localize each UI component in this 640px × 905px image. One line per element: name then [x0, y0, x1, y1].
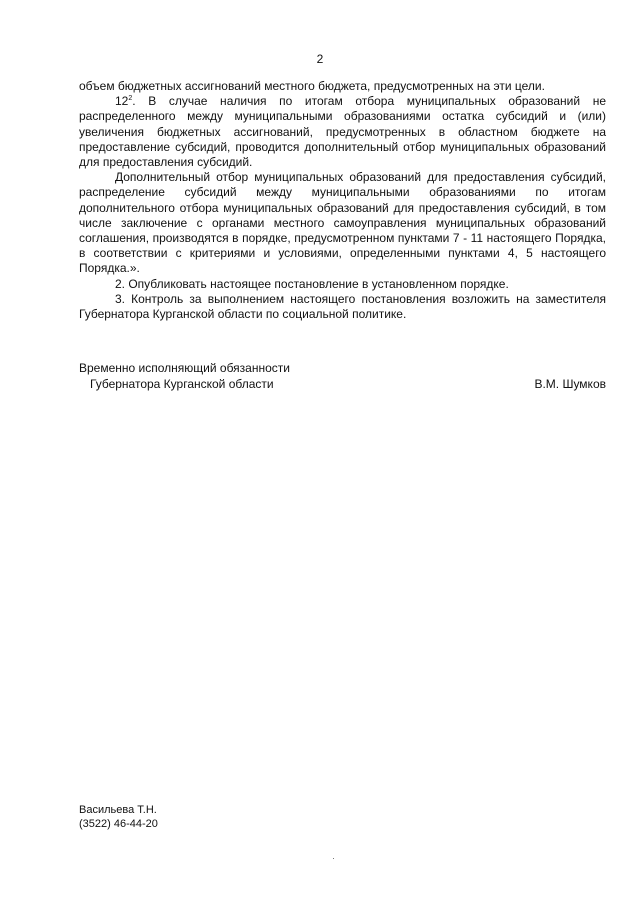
signer-position-line2: Губернатора Курганской области [90, 376, 274, 391]
clause-text: . В случае наличия по итогам отбора муниципальных образований не распределенного между муниципальными образованиями остатка субсидий и (или) увеличения бюджетных ассигнований, предусмотренных в областном бюджете на предоставление субсидий, проводится дополнительный отбор муниципальных образований для предоставления субсидий. [79, 94, 606, 170]
signer-name: В.М. Шумков [534, 376, 606, 391]
signer-position-line1: Временно исполняющий обязанности [79, 361, 290, 375]
executor-info [79, 804, 158, 831]
clause-number: 12 [115, 94, 129, 109]
document-body [79, 79, 606, 322]
clause-superscript: 2 [128, 95, 133, 103]
executor-name: Васильева Т.Н. [79, 804, 157, 816]
paragraph-publish: 2. Опубликовать настоящее постановление в установленном порядке. [115, 276, 509, 291]
executor-phone: (3522) 46-44-20 [79, 817, 158, 830]
paragraph-12-2 [79, 94, 606, 170]
scan-speck [333, 858, 334, 859]
paragraph-budget-continuation: объем бюджетных ассигнований местного бюджета, предусмотренных на эти цели. [79, 79, 545, 93]
signature-block [79, 361, 606, 392]
paragraph-control: 3. Контроль за выполнением настоящего постановления возложить на заместителя Губернатора Курганской области по социальной политике. [79, 291, 606, 322]
paragraph-additional-selection: Дополнительный отбор муниципальных образований для предоставления субсидий, распределение субсидий между муниципальными образованиями по итогам дополнительного отбора муниципальных образований для предоставления субсидий, в том числе заключение с органами местного самоуправления муниципальных образований соглашения, производятся в порядке, предусмотренном пунктами 7 - 11 настоящего Порядка, в соответствии с критериями и условиями, определенными пунктами 4, 5 настоящего Порядка.». [79, 170, 606, 276]
page-number: 2 [316, 52, 324, 66]
